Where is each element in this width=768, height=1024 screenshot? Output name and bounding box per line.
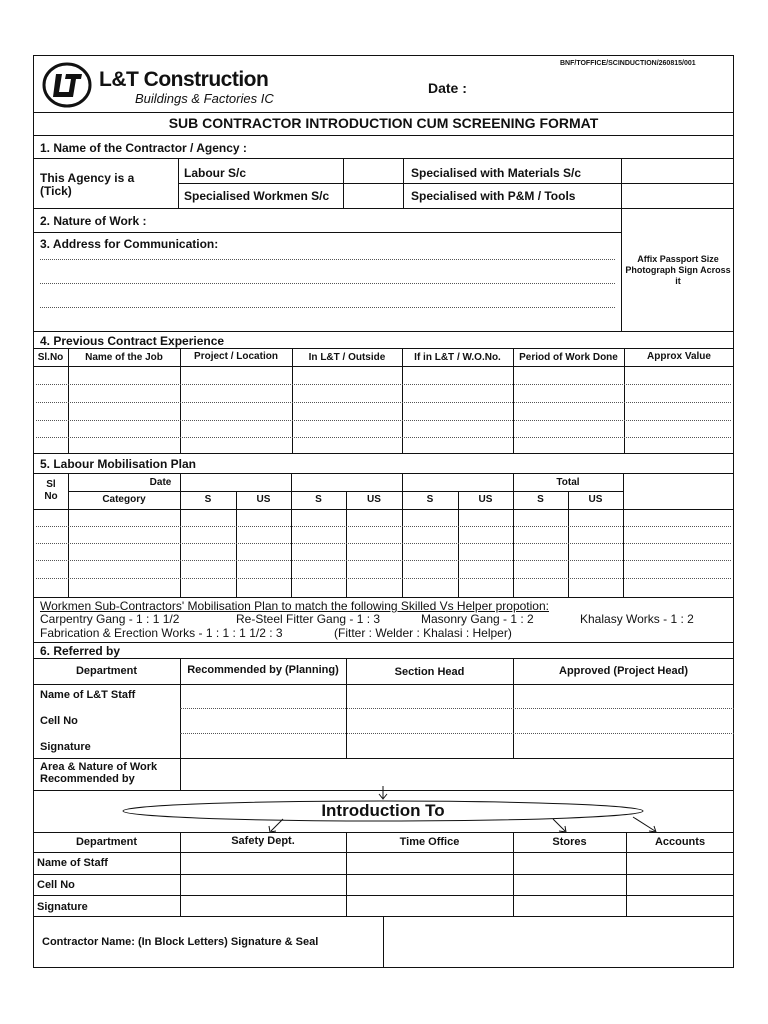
logo-text: L&T Construction [99, 68, 269, 91]
exp-col-lt-outside: In L&T / Outside [308, 352, 386, 363]
intro-row-signature: Signature [37, 901, 88, 913]
address-label: 3. Address for Communication: [40, 237, 219, 251]
lt-logo-icon [42, 62, 92, 108]
intro-col-department: Department [75, 836, 138, 848]
intro-col-time-office: Time Office [399, 836, 460, 848]
option-materials-sc[interactable]: Specialised with Materials S/c [411, 166, 582, 180]
labour-col-us-1: US [256, 494, 271, 505]
photo-box: Affix Passport Size Photograph Sign Across it [625, 254, 731, 286]
labour-col-us-4: US [588, 494, 603, 505]
note-khalasy: Khalasy Works - 1 : 2 [580, 612, 694, 626]
contractor-name-label: 1. Name of the Contractor / Agency : [40, 141, 247, 155]
labour-col-us-2: US [367, 494, 381, 505]
option-pm-tools[interactable]: Specialised with P&M / Tools [411, 189, 576, 203]
note-resteel: Re-Steel Fitter Gang - 1 : 3 [236, 612, 381, 626]
option-workmen-sc[interactable]: Specialised Workmen S/c [184, 189, 330, 203]
date-label: Date : [428, 80, 467, 96]
note-carpentry: Carpentry Gang - 1 : 1 1/2 [40, 612, 180, 626]
referred-by-label: 6. Referred by [40, 644, 121, 658]
option-labour-sc[interactable]: Labour S/c [184, 166, 247, 180]
note-fabrication: Fabrication & Erection Works - 1 : 1 : 1 1/2 : 3 [40, 626, 283, 640]
intro-col-stores: Stores [552, 836, 587, 848]
form-title: SUB CONTRACTOR INTRODUCTION CUM SCREENING FORMAT [168, 115, 599, 131]
labour-col-s-2: S [315, 494, 322, 505]
intro-col-safety: Safety Dept. [231, 835, 295, 847]
proportion-note: Workmen Sub-Contractors' Mobilisation Plan to match the following Skilled Vs Helper propotion: [40, 599, 549, 613]
labour-col-slno: Sl No [44, 479, 58, 502]
ref-col-planning: Recommended by (Planning) [187, 664, 339, 676]
contractor-signature-label: Contractor Name: (In Block Letters) Signature & Seal [42, 936, 319, 948]
agency-type-label: This Agency is a (Tick) [40, 171, 135, 198]
labour-col-total: Total [556, 477, 580, 488]
intro-row-staff: Name of Staff [37, 857, 108, 869]
labour-plan-label: 5. Labour Mobilisation Plan [40, 457, 197, 471]
logo-subtitle: Buildings & Factories IC [135, 91, 274, 106]
previous-experience-label: 4. Previous Contract Experience [40, 334, 225, 348]
labour-col-s-4: S [537, 494, 544, 505]
note-masonry: Masonry Gang - 1 : 2 [421, 612, 534, 626]
exp-col-job: Name of the Job [85, 352, 163, 363]
labour-col-date: Date [149, 477, 172, 488]
exp-col-location: Project / Location [194, 351, 278, 362]
exp-col-value: Approx Value [647, 351, 711, 362]
exp-col-period: Period of Work Done [519, 352, 618, 363]
ref-row-signature: Signature [40, 741, 91, 753]
ref-row-area: Area & Nature of Work Recommended by [40, 761, 158, 785]
labour-col-category: Category [102, 494, 146, 505]
ref-col-section-head: Section Head [394, 666, 465, 678]
nature-of-work-label: 2. Nature of Work : [40, 214, 147, 228]
ref-col-department: Department [75, 665, 138, 677]
labour-col-us-3: US [478, 494, 493, 505]
labour-col-s-1: S [204, 494, 212, 505]
note-fitter: (Fitter : Welder : Khalasi : Helper) [334, 626, 512, 640]
intro-col-accounts: Accounts [654, 836, 706, 848]
exp-col-wono: If in L&T / W.O.No. [414, 352, 501, 363]
exp-col-slno: Sl.No [37, 352, 64, 363]
ref-row-cell: Cell No [40, 715, 78, 727]
ref-row-staff: Name of L&T Staff [40, 689, 136, 701]
ref-code: BNF/TOFFICE/SCINDUCTION/260815/001 [560, 60, 696, 67]
labour-col-s-3: S [426, 494, 434, 505]
ref-col-project-head: Approved (Project Head) [559, 665, 688, 677]
introduction-title: Introduction To [321, 801, 445, 820]
intro-row-cell: Cell No [37, 879, 75, 891]
